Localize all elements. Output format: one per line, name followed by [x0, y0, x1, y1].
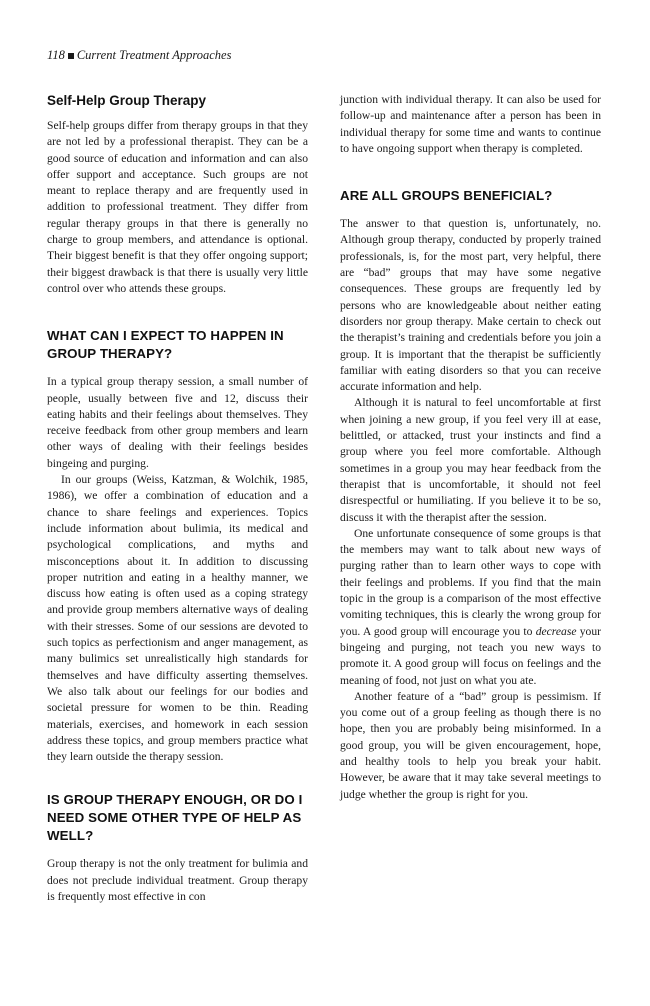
paragraph: Although it is natural to feel uncomfortable at first when joining a new group, if you feel very ill at ease, belittled, or attacked, trust your instincts and find a group where you feel more comfortable. Although sometimes in a group you may hear feedback from the therapist that is uncomfortable, it should not feel disrespectful or humiliating. If you believe it to be so, discuss it with the therapist after the session. [340, 396, 601, 524]
bullet-square-icon [68, 53, 74, 59]
paragraph: Another feature of a “bad” group is pessimism. If you come out of a group feeling as though there is no hope, then you are probably being misinformed. In a good group, you will be given encouragement, hope, and healthy tools to help you break your habit. However, be aware that it may take several meetings to judge whether the group is right for you. [340, 689, 601, 801]
heading-is-group-therapy-enough: IS GROUP THERAPY ENOUGH, OR DO I NEED SOME OTHER TYPE OF HELP AS WELL? [47, 792, 303, 844]
emphasis-text: decrease [535, 624, 577, 638]
right-column [340, 92, 601, 803]
paragraph: In our groups (Weiss, Katzman, & Wolchik, 1985, 1986), we offer a combination of education and a chance to share feelings and experiences. Topics include information about bulimia, its medical and psychological complications, and myths and misconceptions about it. In addition to discussing proper nutrition and eating in a healthy manner, we discuss how eating is often used as a coping strategy and provide group members alternative ways of dealing with their stresses. Some of our sessions are devoted to such topics as perfectionism and anger management, as many bulimics set unrealistically high standards for themselves and have difficulty asserting themselves. We also talk about our feelings for our bodies and societal pressure for women to be thin. Reading materials, exercises, and homework in each session address these topics, and group members practice what they learn outside the therapy session. [47, 473, 308, 764]
running-title: Current Treatment Approaches [76, 48, 232, 62]
paragraph: The answer to that question is, unfortunately, no. Although group therapy, conducted by properly trained professionals, is, for the most part, very helpful, there are “bad” groups that may have some negative consequences. These groups are frequently led by persons who are knowledgeable about neither eating disorders nor group therapy. Make certain to check out the therapist’s training and credentials before you join a group. It is important that the therapist be sufficiently familiar with eating disorders so that you can receive accurate information and help. [340, 217, 601, 394]
page-number: 118 [47, 48, 65, 62]
left-column [47, 92, 308, 905]
running-header [47, 48, 231, 63]
paragraph: Group therapy is not the only treatment for bulimia and does not preclude individual treatment. Group therapy is frequently most effective in con [47, 857, 308, 903]
paragraph: In a typical group therapy session, a small number of people, usually between five and 12, discuss their eating habits and their feelings about themselves. They receive feedback from other group members and learn other ways of dealing with their feelings besides bingeing and purging. [47, 375, 308, 470]
paragraph-text: One unfortunate consequence of some groups is that the members may want to talk about new ways of purging rather than to learn other ways to cope with their feelings and problems. If you find that the main topic in the group is a comparison of the most effective vomiting techniques, this is clearly the wrong group for you. A good group will encourage you to [340, 526, 601, 638]
paragraph [340, 526, 601, 689]
heading-what-can-i-expect: WHAT CAN I EXPECT TO HAPPEN IN GROUP THERAPY? [47, 328, 284, 362]
paragraph: junction with individual therapy. It can also be used for follow-up and maintenance after a person has been in individual therapy for some time and wants to continue to have ongoing support when therapy is completed. [340, 93, 601, 155]
paragraph-text: your bingeing and purging, not teach you new ways to promote it. A good group will focus on feelings and the meaning of food, not just on what you ate. [340, 624, 601, 687]
paragraph: Self-help groups differ from therapy groups in that they are not led by a professional therapist. They can be a good source of education and information and can also offer support and acceptance. Such groups are not meant to replace therapy and are frequently used in addition to professional treatment. They differ from regular therapy groups in that there is generally no charge to group members, and attendance is optional. Their biggest benefit is that they offer ongoing support; their biggest drawback is that there is usually very little control over who attends these groups. [47, 119, 308, 295]
heading-self-help-group-therapy: Self-Help Group Therapy [47, 93, 207, 108]
heading-are-all-groups-beneficial: ARE ALL GROUPS BENEFICIAL? [340, 188, 553, 204]
